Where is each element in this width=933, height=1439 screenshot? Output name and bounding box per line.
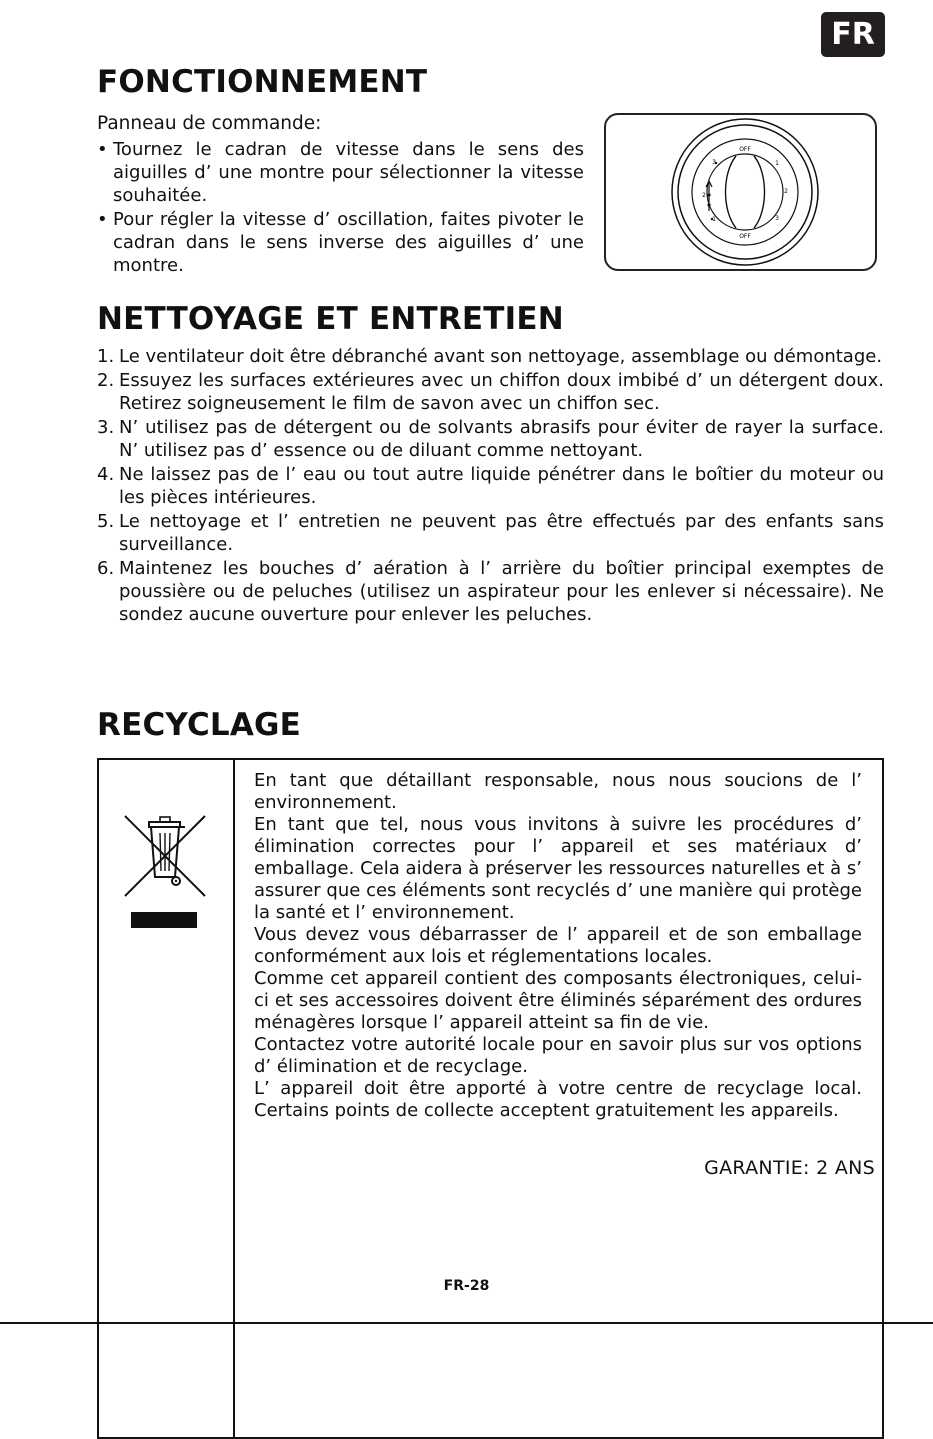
cleaning-step: 5. Le nettoyage et l’ entretien ne peuvent pas être effectués par des enfants sans surveillance. [97,511,884,555]
cleaning-step: 6. Maintenez les bouches d’ aération à l’ arrière du boîtier principal exemptes de poussière ou de peluches (utilisez un aspirateur pour les enlever si nécessaire). Ne sondez aucune ouverture pour enlever les peluches. [97,558,884,625]
control-panel-label: Panneau de commande: [97,113,322,134]
page-number: FR-28 [443,1278,490,1294]
dial-osc-1: 1 [712,216,716,223]
cleaning-step: 3. N’ utilisez pas de détergent ou de solvants abrasifs pour éviter de rayer la surface. N’ utilisez pas d’ essence ou de diluant comme nettoyant. [97,417,884,461]
recycling-title: RECYCLAGE [97,707,302,743]
recycling-paragraph: Vous devez vous débarrasser de l’ appareil et de son emballage conformément aux lois et réglementations locales. [254,924,862,967]
operation-bullet: • Tournez le cadran de vitesse dans le sens des aiguilles d’ une montre pour sélectionner la vitesse souhaitée. [97,139,584,206]
dial-speed-2: 2 [784,188,788,195]
dial-off-top: OFF [739,146,751,153]
recycling-table [97,758,884,1439]
recycling-icon-cell [99,760,235,1437]
cleaning-title: NETTOYAGE ET ENTRETIEN [97,301,564,337]
recycling-paragraph: Contactez votre autorité locale pour en savoir plus sur vos options d’ élimination et de recyclage. [254,1034,862,1077]
recycling-paragraph: L’ appareil doit être apporté à votre centre de recyclage local. Certains points de collecte acceptent gratuitement les appareils. [254,1078,862,1121]
dial-speed-3: 3 [775,215,779,222]
cleaning-steps [97,345,884,627]
crossed-out-wheelie-bin-icon [99,760,233,980]
cleaning-step: 2. Essuyez les surfaces extérieures avec un chiffon doux imbibé d’ un détergent doux. Retirez soigneusement le film de savon avec un chiffon sec. [97,370,884,414]
control-dial-illustration [604,113,877,271]
operation-title: FONCTIONNEMENT [97,64,428,100]
cleaning-step: 1. Le ventilateur doit être débranché avant son nettoyage, assemblage ou démontage. [97,346,883,367]
cleaning-step: 4. Ne laissez pas de l’ eau ou tout autre liquide pénétrer dans le boîtier du moteur ou les pièces intérieures. [97,464,884,508]
dial-diagram [606,115,879,273]
dial-off-bottom: OFF [739,233,751,240]
language-tab: FR [821,12,885,57]
recycling-paragraph: Comme cet appareil contient des composants électroniques, celui-ci et ses accessoires doivent être éliminés séparément des ordures ménagères lorsque l’ appareil atteint sa fin de vie. [254,968,862,1033]
dial-osc-2: 2 [702,192,706,199]
operation-bullets [97,138,584,278]
recycling-paragraph: En tant que tel, nous vous invitons à suivre les procédures d’ élimination correctes pour l’ appareil et ses matériaux d’ emballage. Cela aidera à préserver les ressources naturelles et à s’ assurer que ces éléments sont recyclés d’ une manière qui protège la santé et l’ environnement. [254,814,862,923]
dial-osc-3: 3 [712,159,716,166]
recycling-paragraph: En tant que détaillant responsable, nous nous soucions de l’ environnement. [254,770,862,813]
dial-speed-1: 1 [775,160,779,167]
guarantee-label: GARANTIE: 2 ANS [704,1157,875,1179]
recycling-text-cell [235,760,882,1437]
operation-bullet: • Pour régler la vitesse d’ oscillation, faites pivoter le cadran dans le sens inverse des aiguilles d’ une montre. [97,209,584,276]
